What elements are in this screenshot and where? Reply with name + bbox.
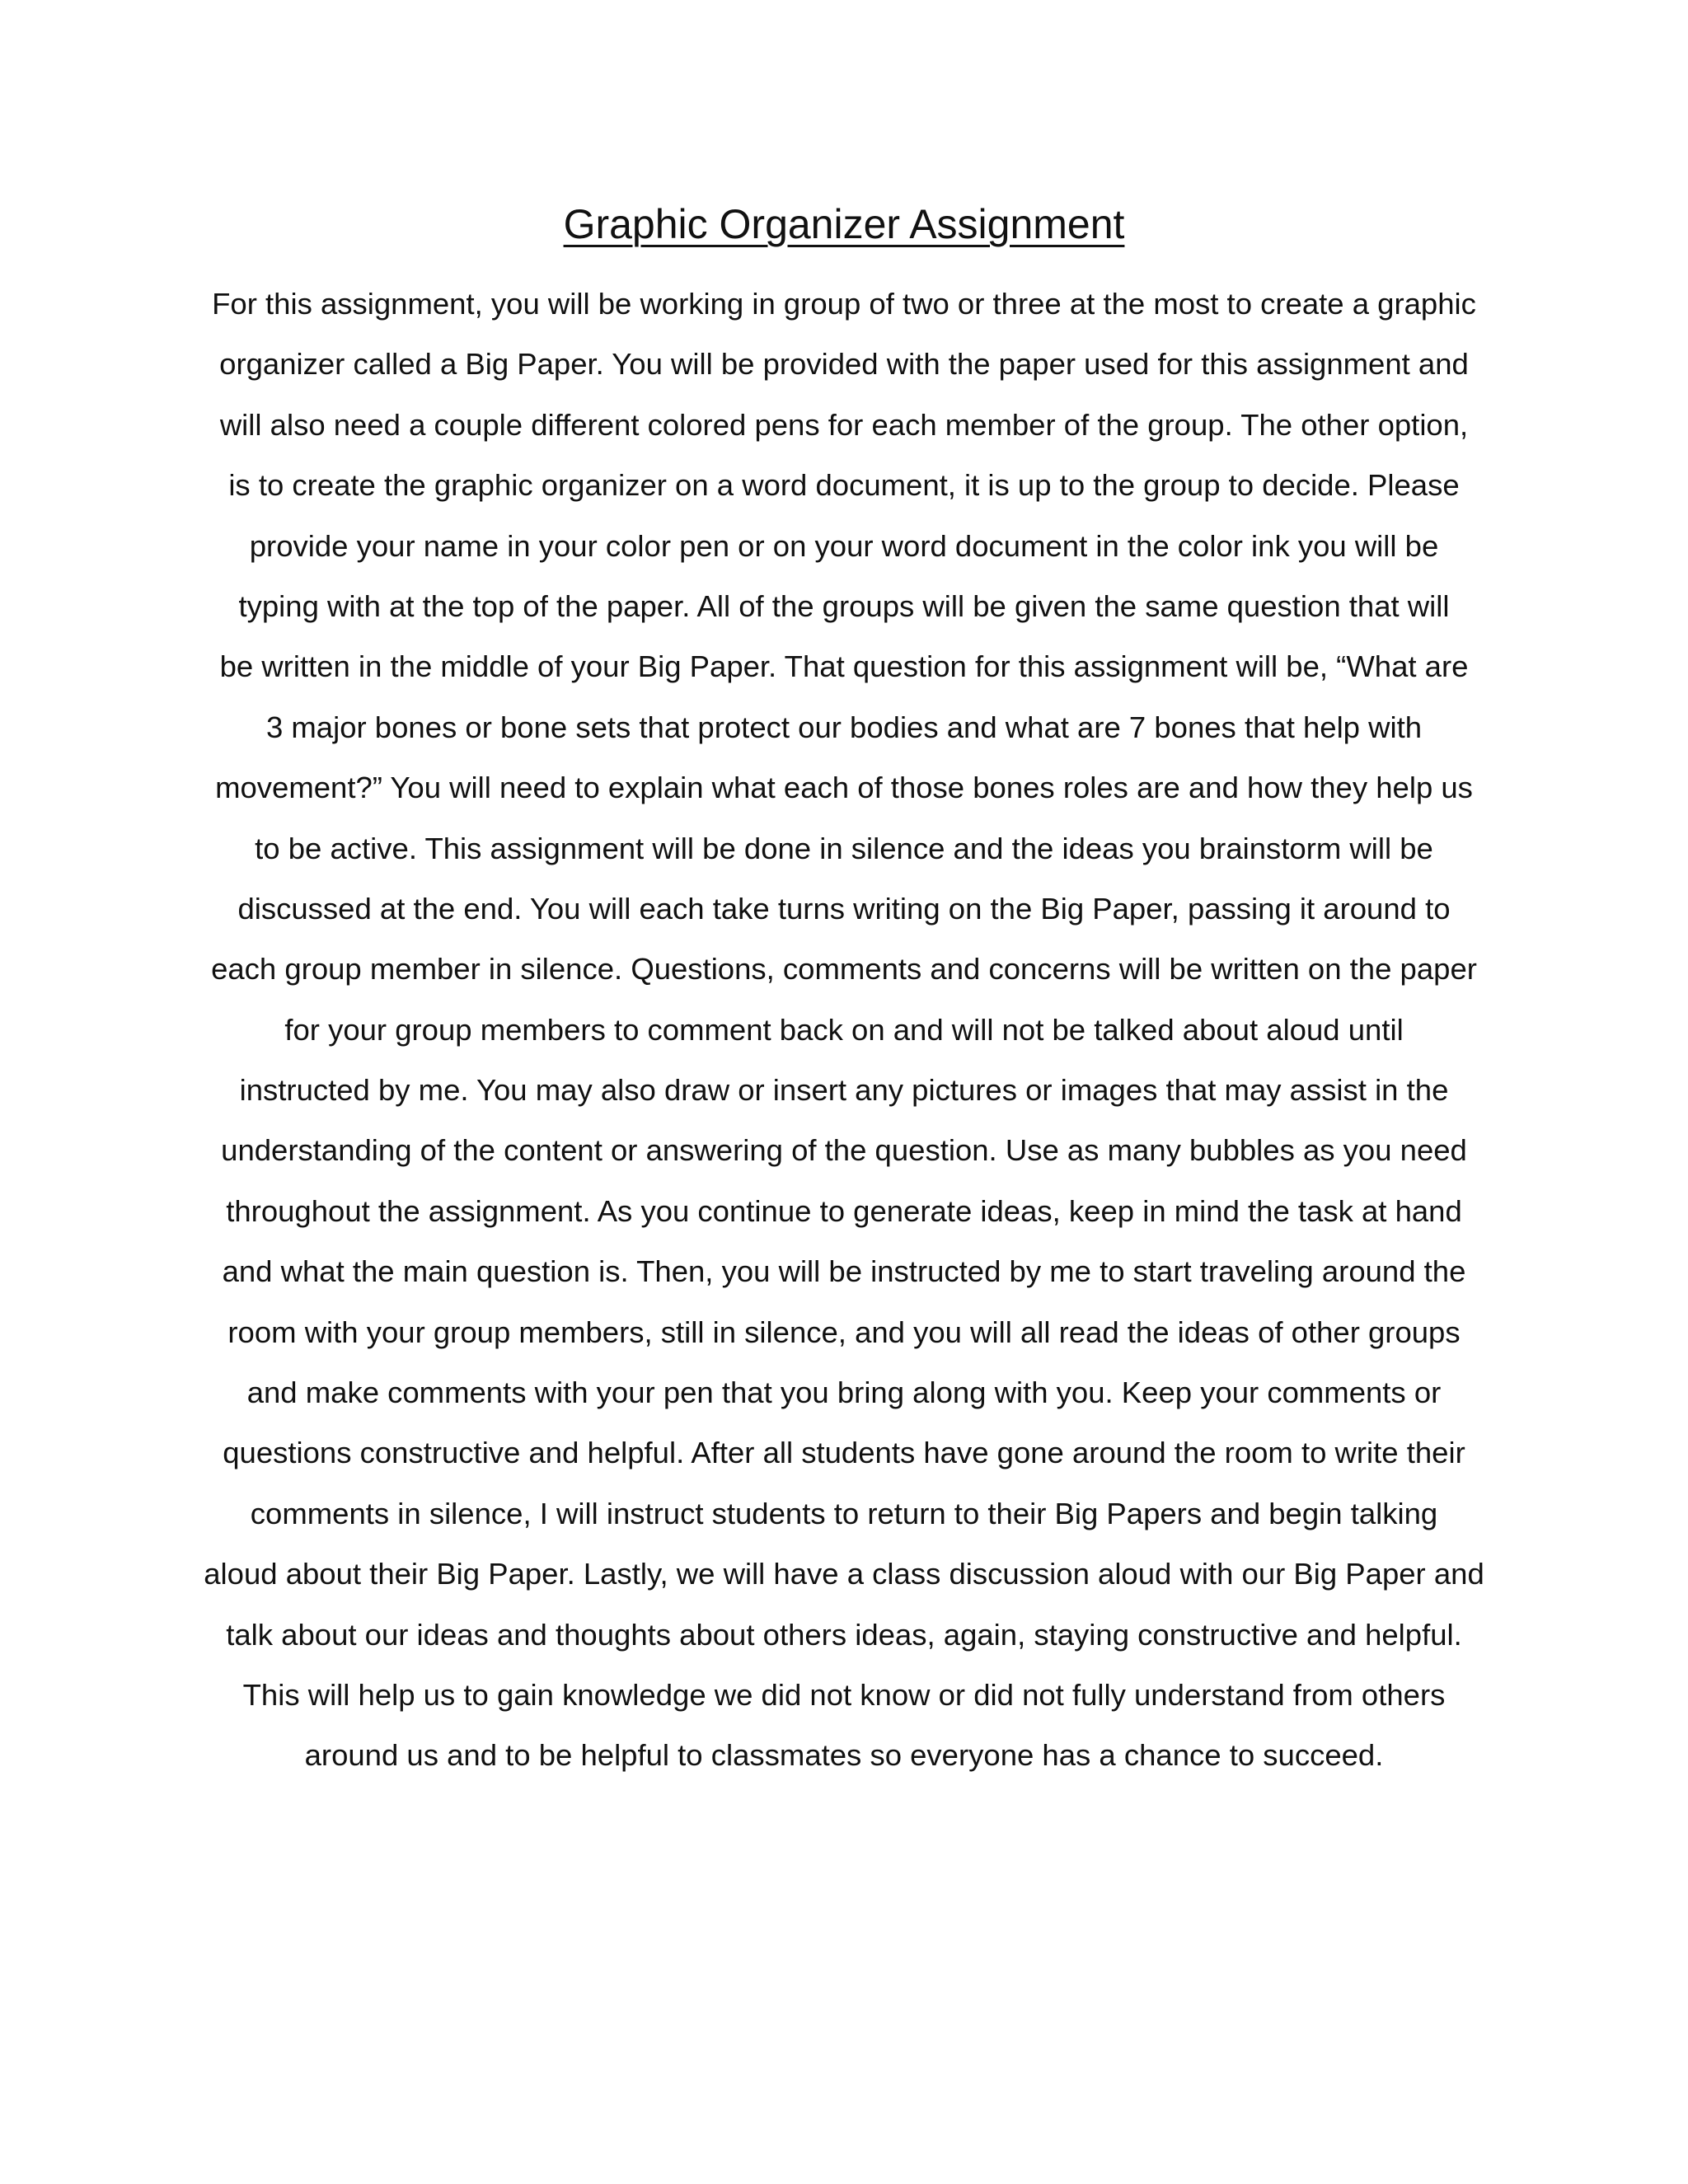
body-line: instructed by me. You may also draw or insert any pictures or images that may assist in the [239,1073,1449,1108]
body-line: throughout the assignment. As you continue to generate ideas, keep in mind the task at hand [226,1193,1462,1228]
body-line: discussed at the end. You will each take turns writing on the Big Paper, passing it around to [237,891,1451,926]
body-line: questions constructive and helpful. After all students have gone around the room to write their [223,1436,1465,1470]
body-line: is to create the graphic organizer on a word document, it is up to the group to decide. Please [228,468,1460,503]
body-line: movement?” You will need to explain what each of those bones roles are and how they help us [215,771,1473,805]
body-line: talk about our ideas and thoughts about others ideas, again, staying constructive and helpful. [226,1617,1462,1652]
body-line: typing with at the top of the paper. All of the groups will be given the same question that will [238,588,1450,623]
body-line: provide your name in your color pen or on your word document in the color ink you will be [249,528,1439,563]
assignment-body [148,274,1540,1786]
body-line: will also need a couple different colored pens for each member of the group. The other option, [219,407,1469,442]
body-line: comments in silence, I will instruct students to return to their Big Papers and begin talking [250,1496,1438,1530]
body-line: For this assignment, you will be working in group of two or three at the most to create a graphic [212,287,1476,321]
body-line: understanding of the content or answering of the question. Use as many bubbles as you need [221,1133,1467,1168]
body-line: to be active. This assignment will be done in silence and the ideas you brainstorm will be [255,831,1433,865]
body-line: each group member in silence. Questions, comments and concerns will be written on the paper [211,952,1477,987]
body-line: organizer called a Big Paper. You will be provided with the paper used for this assignment and [219,347,1469,382]
body-line: 3 major bones or bone sets that protect our bodies and what are 7 bones that help with [265,710,1423,744]
body-line: and what the main question is. Then, you will be instructed by me to start traveling around the [222,1254,1466,1289]
page-title: Graphic Organizer Assignment [563,201,1125,247]
body-line: and make comments with your pen that you bring along with you. Keep your comments or [246,1376,1442,1410]
body-line: be written in the middle of your Big Paper. That question for this assignment will be, “What are [219,649,1469,684]
body-line: around us and to be helpful to classmates so everyone has a chance to succeed. [304,1738,1384,1773]
body-line: aloud about their Big Paper. Lastly, we will have a class discussion aloud with our Big Paper and [204,1557,1484,1591]
body-line: for your group members to comment back on and will not be talked about aloud until [284,1012,1404,1047]
body-line: room with your group members, still in silence, and you will all read the ideas of other groups [227,1315,1461,1349]
body-line: This will help us to gain knowledge we did not know or did not fully understand from others [242,1677,1446,1712]
